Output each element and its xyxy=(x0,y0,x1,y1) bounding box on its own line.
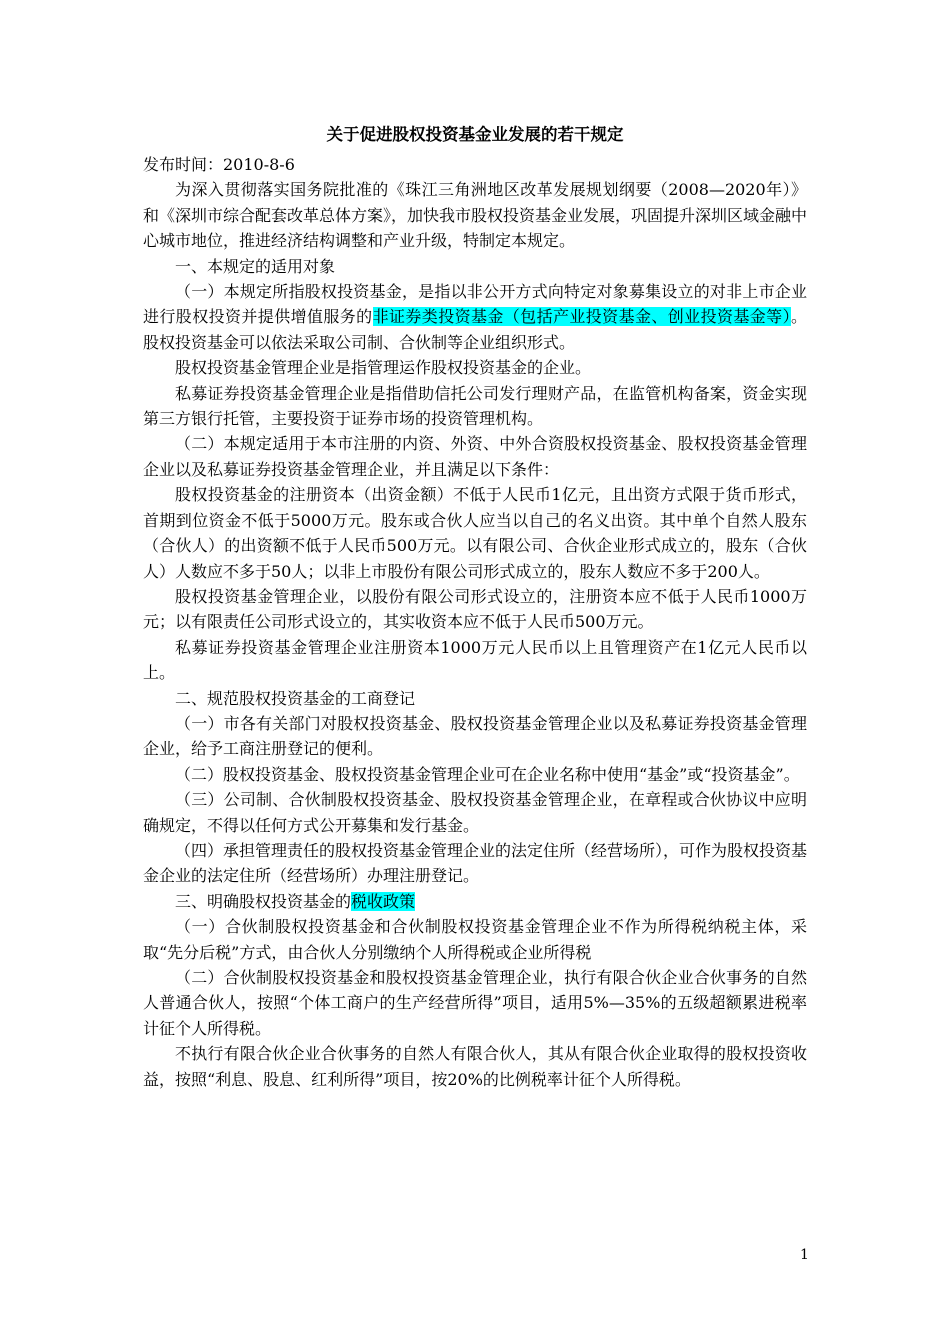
paragraph: （二）本规定适用于本市注册的内资、外资、中外合资股权投资基金、股权投资基金管理企业以及私募证券投资基金管理企业，并且满足以下条件： xyxy=(143,434,807,479)
section-heading-2: 二、规范股权投资基金的工商登记 xyxy=(175,688,416,708)
paragraph: 不执行有限合伙企业合伙事务的自然人有限合伙人，其从有限合伙企业取得的股权投资收益，按照“利息、股息、红利所得”项目，按20%的比例税率计征个人所得税。 xyxy=(143,1044,807,1089)
paragraph-definition: （一）本规定所指股权投资基金，是指以非公开方式向特定对象募集设立的对非上市企业进行股权投资并提供增值服务的非证券类投资基金（包括产业投资基金、创业投资基金等）。股权投资基金可以依法采取公司制、合伙制等企业组织形式。 xyxy=(143,282,807,352)
paragraph: （二）股权投资基金、股权投资基金管理企业可在企业名称中使用“基金”或“投资基金”。 xyxy=(175,764,800,784)
highlighted-text: 非证券类投资基金（包括产业投资基金、创业投资基金等） xyxy=(372,307,791,327)
page-number: 1 xyxy=(800,1247,809,1263)
paragraph: （一）市各有关部门对股权投资基金、股权投资基金管理企业以及私募证券投资基金管理企业，给予工商注册登记的便利。 xyxy=(143,713,807,759)
paragraph: （一）合伙制股权投资基金和合伙制股权投资基金管理企业不作为所得税纳税主体，采取“先分后税”方式，由合伙人分别缴纳个人所得税或企业所得税 xyxy=(143,917,807,962)
document-body xyxy=(143,122,807,1092)
publish-date: 发布时间：2010-8-6 xyxy=(143,155,295,174)
section-heading-3: 三、明确股权投资基金的税收政策 xyxy=(175,891,416,911)
paragraph: （三）公司制、合伙制股权投资基金、股权投资基金管理企业，在章程或合伙协议中应明确规定，不得以任何方式公开募集和发行基金。 xyxy=(143,790,807,835)
highlighted-text: 税收政策 xyxy=(351,891,416,911)
paragraph: （四）承担管理责任的股权投资基金管理企业的法定住所（经营场所），可作为股权投资基金企业的法定住所（经营场所）办理注册登记。 xyxy=(143,840,808,886)
paragraph: 私募证券投资基金管理企业注册资本1000万元人民币以上且管理资产在1亿元人民币以上。 xyxy=(143,637,807,683)
paragraph: 股权投资基金的注册资本（出资金额）不低于人民币1亿元，且出资方式限于货币形式，首期到位资金不低于5000万元。股东或合伙人应当以自己的名义出资。其中单个自然人股东（合伙人）的出资额不低于人民币500万元。以有限公司、合伙企业形式成立的，股东（合伙人）人数应不多于50人；以非上市股份有限公司形式成立的，股东人数应不多于200人。 xyxy=(143,485,807,581)
paragraph: 私募证券投资基金管理企业是指借助信托公司发行理财产品，在监管机构备案，资金实现第三方银行托管，主要投资于证券市场的投资管理机构。 xyxy=(143,383,807,429)
document-title: 关于促进股权投资基金业发展的若干规定 xyxy=(326,125,624,144)
paragraph: 股权投资基金管理企业，以股份有限公司形式设立的，注册资本应不低于人民币1000万元；以有限责任公司形式设立的，其实收资本应不低于人民币500万元。 xyxy=(143,586,807,632)
paragraph-preamble: 为深入贯彻落实国务院批准的《珠江三角洲地区改革发展规划纲要（2008—2020年）》和《深圳市综合配套改革总体方案》，加快我市股权投资基金业发展，巩固提升深圳区域金融中心城市地位，推进经济结构调整和产业升级，特制定本规定。 xyxy=(143,180,808,251)
paragraph: （二）合伙制股权投资基金和股权投资基金管理企业，执行有限合伙企业合伙事务的自然人普通合伙人，按照“个体工商户的生产经营所得”项目，适用5%—35%的五级超额累进税率计征个人所得税。 xyxy=(143,968,807,1038)
section-heading-1: 一、本规定的适用对象 xyxy=(175,256,336,276)
paragraph: 股权投资基金管理企业是指管理运作股权投资基金的企业。 xyxy=(175,358,592,378)
